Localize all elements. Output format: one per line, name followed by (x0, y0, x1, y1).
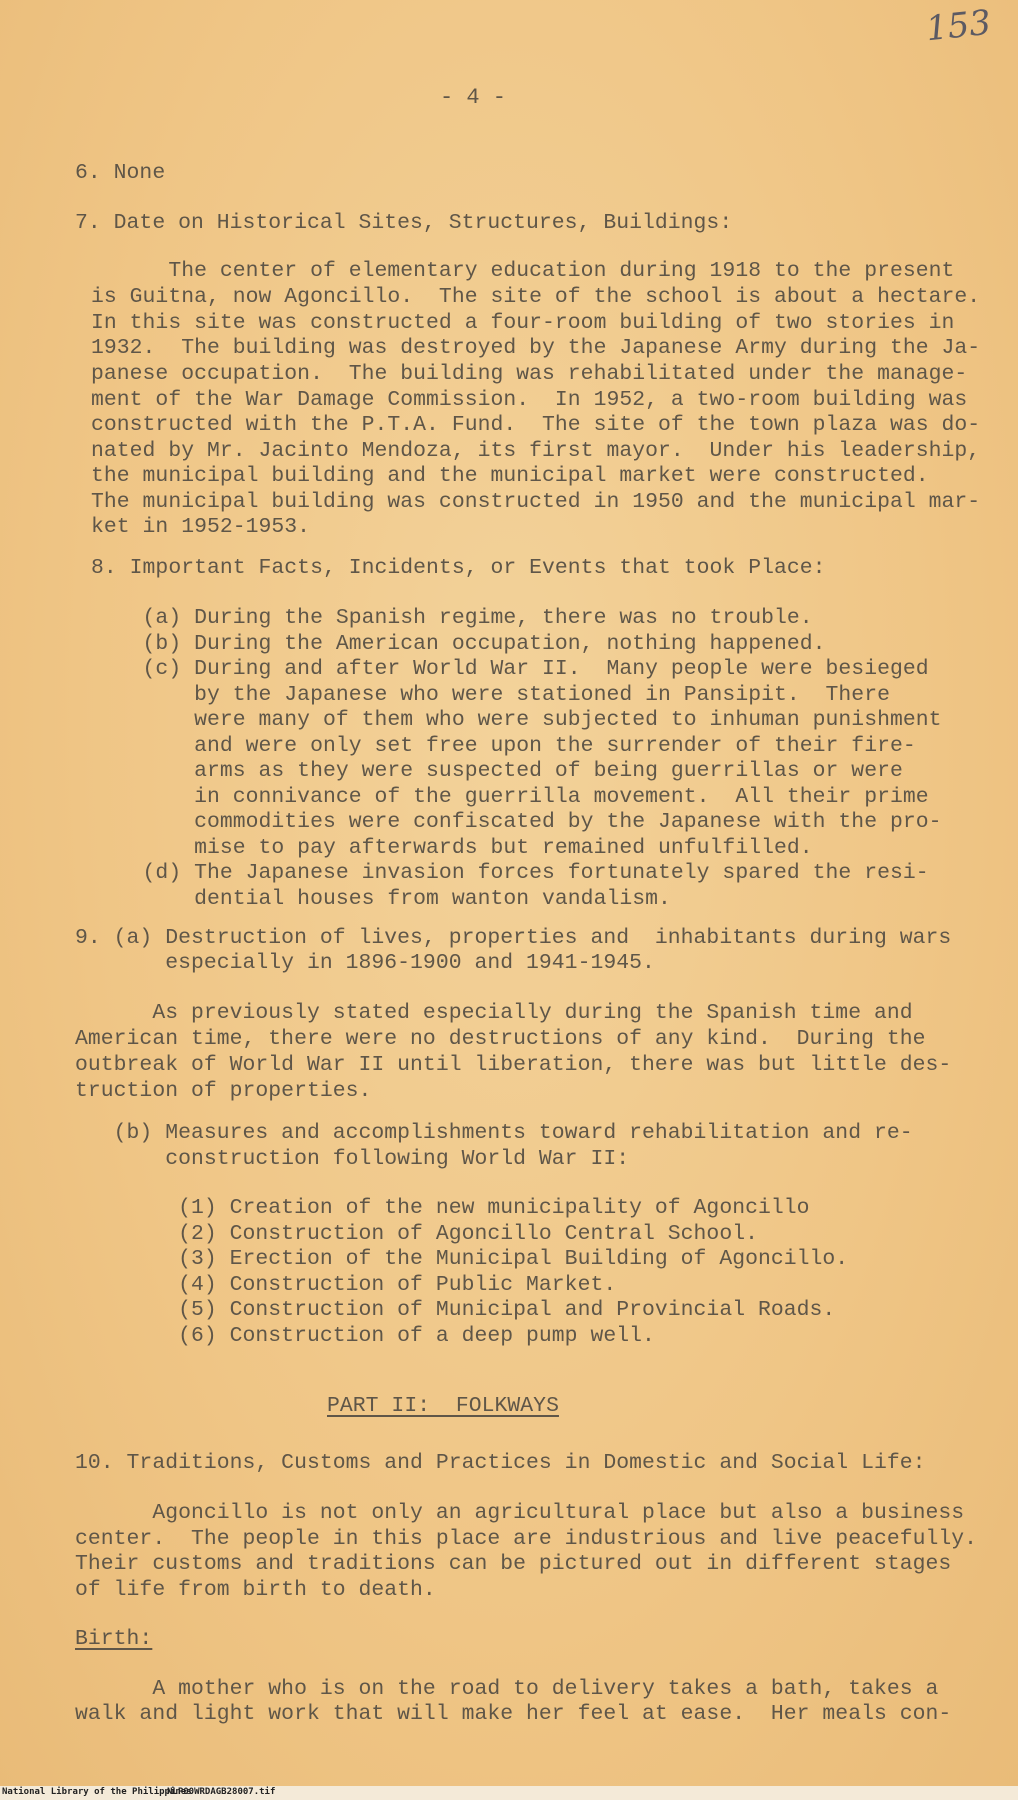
paragraph-line: walk and light work that will make her feel at ease. Her meals con- (75, 1702, 952, 1726)
paragraph-line: American time, there were no destructions of any kind. During the (75, 1027, 926, 1051)
list-item: (a) During the Spanish regime, there was no trouble. (91, 606, 813, 630)
list-item: (4) Construction of Public Market. (75, 1273, 617, 1297)
list-item: mise to pay afterwards but remained unfulfilled. (91, 836, 813, 860)
paragraph-line: Agoncillo is not only an agricultural place but also a business (75, 1501, 965, 1525)
paragraph-line: is Guitna, now Agoncillo. The site of the school is about a hectare. (91, 285, 981, 309)
paragraph-line: nated by Mr. Jacinto Mendoza, its first mayor. Under his leadership, (91, 439, 981, 463)
paragraph-line: As previously stated especially during the Spanish time and (75, 1001, 913, 1025)
paragraph-line: In this site was constructed a four-room building of two stories in (91, 311, 955, 335)
section-heading-9a: especially in 1896-1900 and 1941-1945. (75, 951, 655, 975)
list-item: (2) Construction of Agoncillo Central School. (75, 1222, 758, 1246)
paragraph-line: outbreak of World War II until liberation, there was but little des- (75, 1053, 952, 1077)
footer-library-name: National Library of the Philippines (2, 1787, 192, 1797)
list-item: dential houses from wanton vandalism. (91, 887, 671, 911)
page-number: - 4 - (440, 85, 507, 110)
paragraph-line: The municipal building was constructed in 1950 and the municipal mar- (91, 490, 981, 514)
paragraph-line: A mother who is on the road to delivery takes a bath, takes a (75, 1677, 939, 1701)
list-item: were many of them who were subjected to inhuman punishment (91, 708, 942, 732)
list-item: (1) Creation of the new municipality of Agoncillo (75, 1196, 810, 1220)
section-heading-9a: 9. (a) Destruction of lives, properties and inhabitants during wars (75, 926, 952, 950)
paragraph-line: Their customs and traditions can be pictured out in different stages (75, 1552, 952, 1576)
list-item: and were only set free upon the surrender of their fire- (91, 734, 916, 758)
list-item: (5) Construction of Municipal and Provincial Roads. (75, 1298, 836, 1322)
list-item: commodities were confiscated by the Japanese with the pro- (91, 810, 942, 834)
item-6: 6. None (75, 161, 166, 185)
section-heading-10: 10. Traditions, Customs and Practices in Domestic and Social Life: (75, 1451, 926, 1475)
list-item: (6) Construction of a deep pump well. (75, 1324, 655, 1348)
paragraph-line: of life from birth to death. (75, 1578, 436, 1602)
scan-footer (0, 1786, 1018, 1800)
paragraph-line: center. The people in this place are industrious and live peacefully. (75, 1527, 978, 1551)
section-heading-9b: (b) Measures and accomplishments toward rehabilitation and re- (75, 1121, 913, 1145)
handwritten-page-annotation: 153 (924, 2, 993, 50)
paragraph-line: panese occupation. The building was rehabilitated under the manage- (91, 362, 968, 386)
footer-file-name: NLP00WRDAGB28007.tif (167, 1787, 276, 1797)
paragraph-line: truction of properties. (75, 1079, 372, 1103)
subheading-birth: Birth: (75, 1627, 153, 1651)
paragraph-line: 1932. The building was destroyed by the Japanese Army during the Ja- (91, 336, 981, 360)
paragraph-line: ket in 1952-1953. (91, 515, 311, 539)
list-item: (c) During and after World War II. Many people were besieged (91, 657, 929, 681)
list-item: by the Japanese who were stationed in Pansipit. There (91, 683, 890, 707)
list-item: (b) During the American occupation, nothing happened. (91, 632, 826, 656)
paragraph-line: the municipal building and the municipal market were constructed. (91, 464, 929, 488)
section-heading-9b: construction following World War II: (75, 1147, 630, 1171)
list-item: in connivance of the guerrilla movement. All their prime (91, 785, 929, 809)
part-heading: PART II: FOLKWAYS (327, 1394, 559, 1418)
paragraph-line: constructed with the P.T.A. Fund. The site of the town plaza was do- (91, 413, 981, 437)
section-heading-7: 7. Date on Historical Sites, Structures, Buildings: (75, 211, 733, 235)
section-heading-8: 8. Important Facts, Incidents, or Events that took Place: (91, 556, 826, 580)
list-item: (d) The Japanese invasion forces fortunately spared the resi- (91, 861, 929, 885)
list-item: (3) Erection of the Municipal Building of Agoncillo. (75, 1247, 849, 1271)
list-item: arms as they were suspected of being guerrillas or were (91, 759, 903, 783)
paragraph-line: The center of elementary education during 1918 to the present (91, 259, 955, 283)
paragraph-line: ment of the War Damage Commission. In 1952, a two-room building was (91, 388, 968, 412)
